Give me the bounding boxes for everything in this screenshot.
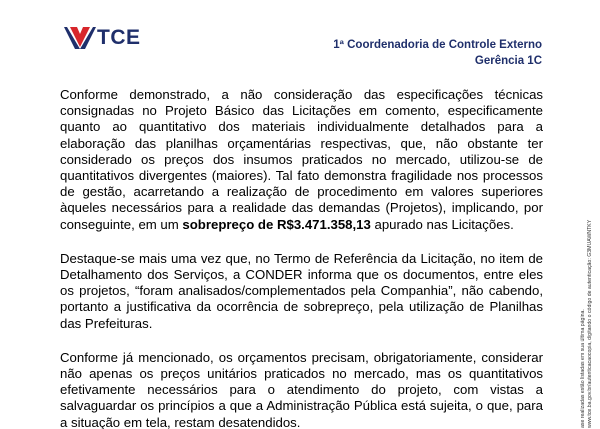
tce-logo — [64, 27, 141, 49]
paragraph-2: Destaque-se mais uma vez que, no Termo de Referência da Licitação, no item de Detalhamento dos Serviços, a CONDER informa que os documentos, entre eles os projetos, “foram analisados/complementados pela Companhia”, não cabendo, portanto a justificativa da ocorrência de sobrepreço, pela utilização de Planilhas das Prefeituras. — [60, 250, 543, 331]
paragraph-1 — [60, 87, 543, 233]
paragraph-3: Conforme já mencionado, os orçamentos precisam, obrigatoriamente, considerar não apenas os preços unitários praticados no mercado, mas os quantitativos efetivamente necessários para o atendimento do projeto, com vistas a salvaguardar os princípios a que a Administração Pública está sujeita, o que, para a situação em tela, restam desatendidos. — [60, 349, 543, 429]
authentication-note-line-1: ase realizadas estão listadas em sua última página. — [580, 309, 586, 428]
department-line-2: Gerência 1C — [474, 55, 542, 67]
document-body — [60, 87, 543, 429]
logo-text: TCE — [97, 26, 141, 49]
overpricing-amount: sobrepreço de R$3.471.358,13 — [182, 216, 371, 232]
authentication-note-line-2: www.tce.ba.gov.br/autenticacaocopia, digitando o código de autenticação: G3MUAWNTKY — [587, 219, 593, 428]
paragraph-1-tail: apurado nas Licitações. — [370, 216, 514, 232]
paragraph-1-text: Conforme demonstrado, a não consideração das especificações técnicas consignadas no Projeto Básico das Licitações em comento, especificamente quanto ao quantitativo dos materiais individualmente detalhados para a elaboração das planilhas orçamentárias respectivas, que, não obstante ter considerado os preços dos insumos praticados no mercado, utilizou-se de quantitativos divergentes (maiores). Tal fato demonstra fragilidade nos processos de gestão, acarretando a realização de procedimento em valores superiores àqueles necessários para a realidade das demandas (Projetos), implicando, por conseguinte, em um — [60, 87, 543, 232]
department-line-1: 1ª Coordenadoria de Controle Externo — [333, 39, 542, 51]
authentication-note — [580, 219, 594, 428]
department-header — [333, 37, 542, 69]
tce-logo-icon — [64, 27, 96, 49]
authentication-note-area — [572, 0, 600, 429]
